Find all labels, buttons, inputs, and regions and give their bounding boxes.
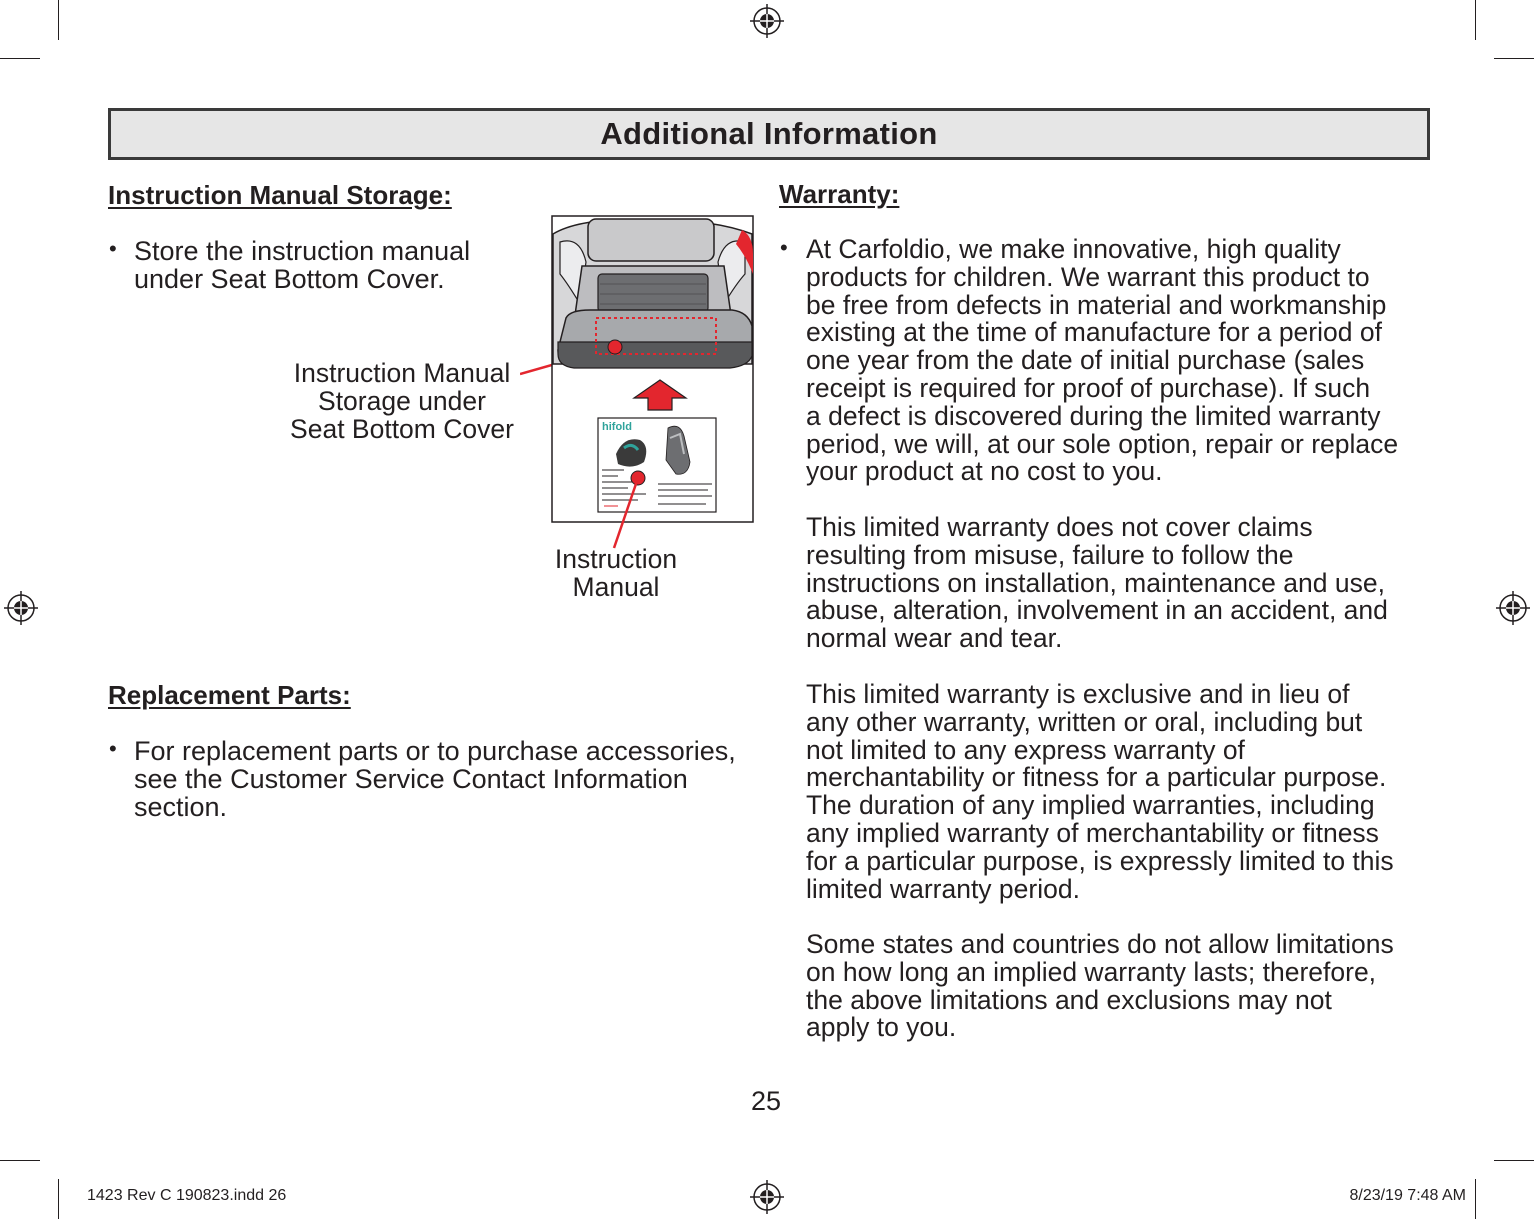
callout-manual xyxy=(536,545,696,601)
page-title: Additional Information xyxy=(108,108,1430,160)
warranty-line: existing at the time of manufacture for a period of xyxy=(806,317,1382,348)
warranty-line: one year from the date of initial purchase (sales xyxy=(806,345,1365,376)
storage-bullet-line: Store the instruction manual xyxy=(134,236,471,266)
storage-heading: Instruction Manual Storage: xyxy=(108,180,452,210)
warranty-line: the above limitations and exclusions may not xyxy=(806,984,1332,1015)
replacement-bullet xyxy=(134,737,736,821)
crop-mark xyxy=(1475,1179,1476,1219)
callout-manual-line: Manual xyxy=(572,572,660,602)
warranty-line: limited warranty period. xyxy=(806,873,1080,904)
warranty-line: At Carfoldio, we make innovative, high quality xyxy=(806,234,1341,264)
warranty-line: any other warranty, written or oral, including but xyxy=(806,706,1363,737)
crop-mark xyxy=(0,1160,40,1161)
warranty-line: This limited warranty does not cover claims xyxy=(806,512,1313,542)
page-number: 25 xyxy=(751,1086,782,1116)
slug-file-info: 1423 Rev C 190823.indd 26 xyxy=(87,1187,287,1204)
manual-logo: hifold xyxy=(602,421,632,433)
callout-cover-line: Storage under xyxy=(318,386,486,416)
crop-mark xyxy=(1494,58,1534,59)
warranty-line: apply to you. xyxy=(806,1012,957,1043)
warranty-line: resulting from misuse, failure to follow the xyxy=(806,539,1294,570)
crop-mark xyxy=(1475,0,1476,40)
warranty-line: any implied warranty of merchantability or fitness xyxy=(806,817,1379,848)
crop-mark xyxy=(58,1179,59,1219)
callout-manual-line: Instruction xyxy=(554,544,678,574)
warranty-line: not limited to any express warranty of xyxy=(806,734,1245,765)
registration-mark-icon xyxy=(750,4,784,38)
warranty-line: abuse, alteration, involvement in an accident, and xyxy=(806,595,1388,626)
replacement-bullet-line: For replacement parts or to purchase accessories, xyxy=(134,736,736,766)
crop-mark xyxy=(58,0,59,40)
warranty-paragraph xyxy=(806,931,1394,1042)
crop-mark xyxy=(0,58,40,59)
callout-cover-line: Seat Bottom Cover xyxy=(290,414,514,444)
warranty-line: The duration of any implied warranties, including xyxy=(806,790,1375,821)
bullet-icon: • xyxy=(780,235,788,260)
registration-mark-icon xyxy=(1496,591,1530,625)
slug-timestamp: 8/23/19 7:48 AM xyxy=(1349,1187,1466,1204)
warranty-line: instructions on installation, maintenance and use, xyxy=(806,567,1385,598)
bullet-icon: • xyxy=(109,736,117,761)
bullet-icon: • xyxy=(109,236,117,261)
replacement-bullet-line: see the Customer Service Contact Information xyxy=(134,764,688,794)
warranty-paragraph xyxy=(806,236,1398,486)
warranty-line: products for children. We warrant this product to xyxy=(806,261,1370,292)
warranty-line: be free from defects in material and workmanship xyxy=(806,289,1387,320)
callout-cover-line: Instruction Manual xyxy=(293,358,511,388)
replacement-heading: Replacement Parts: xyxy=(108,680,351,710)
warranty-line: receipt is required for proof of purchase). If such xyxy=(806,372,1371,403)
registration-mark-icon xyxy=(750,1180,784,1214)
warranty-line: on how long an implied warranty lasts; therefore, xyxy=(806,956,1377,987)
warranty-line: normal wear and tear. xyxy=(806,623,1063,654)
warranty-line: period, we will, at our sole option, repair or replace xyxy=(806,428,1399,459)
replacement-bullet-line: section. xyxy=(134,792,228,822)
storage-bullet xyxy=(134,237,470,293)
registration-mark-icon xyxy=(4,591,38,625)
warranty-line: Some states and countries do not allow limitations xyxy=(806,929,1394,959)
crop-mark xyxy=(1494,1160,1534,1161)
warranty-line: a defect is discovered during the limited warranty xyxy=(806,400,1381,431)
warranty-paragraph xyxy=(806,681,1394,903)
warranty-heading: Warranty: xyxy=(779,179,900,209)
warranty-line: for a particular purpose, is expressly limited to this xyxy=(806,845,1394,876)
warranty-line: merchantability or fitness for a particular purpose. xyxy=(806,762,1387,793)
warranty-line: your product at no cost to you. xyxy=(806,456,1163,487)
warranty-line: This limited warranty is exclusive and in lieu of xyxy=(806,679,1350,709)
callout-cover xyxy=(268,359,536,443)
warranty-paragraph xyxy=(806,514,1388,653)
storage-bullet-line: under Seat Bottom Cover. xyxy=(134,264,445,294)
